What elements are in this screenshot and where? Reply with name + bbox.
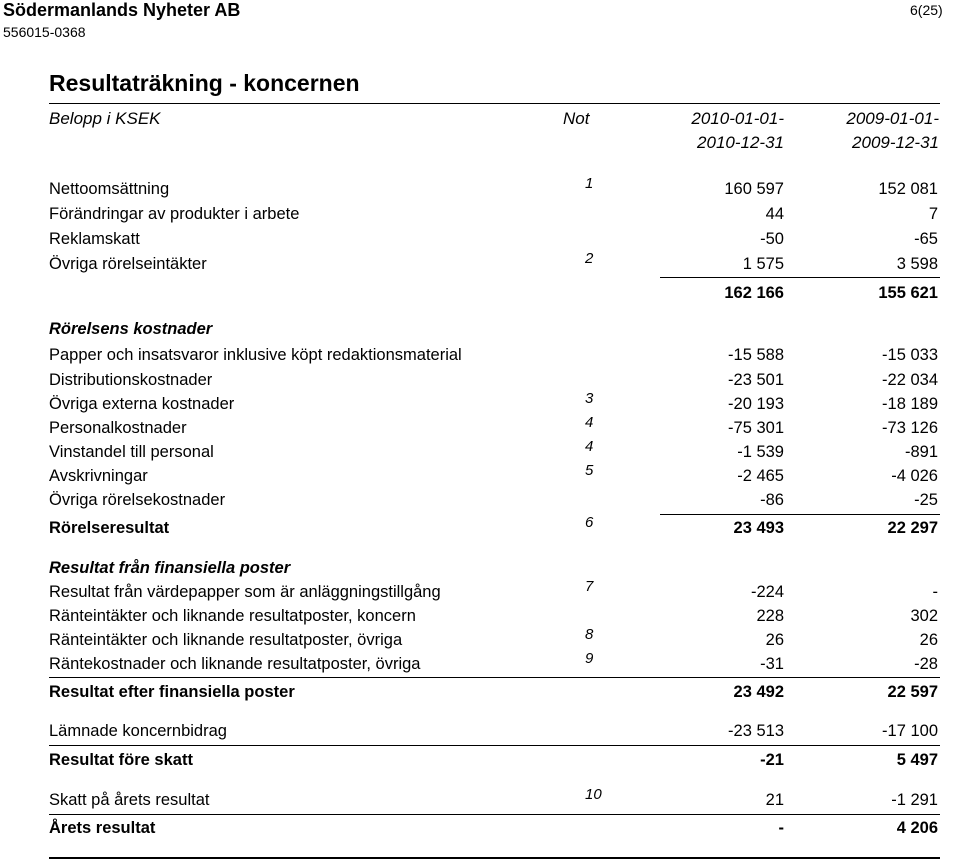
row-value-2009: 5 497: [896, 751, 938, 769]
row-value-2009: -18 189: [882, 395, 938, 413]
row-value-2010: -20 193: [728, 395, 784, 413]
row-note: 2: [585, 250, 594, 267]
row-value-2010: -224: [750, 583, 784, 601]
row-resultat-fore-skatt: [0, 749, 959, 771]
row-note: 10: [585, 786, 602, 803]
section-finansiella-poster: [0, 557, 959, 579]
row-value-2009: 302: [910, 607, 938, 625]
row-label: Papper och insatsvaror inklusive köpt redaktionsmaterial: [49, 346, 462, 364]
row-label: Avskrivningar: [49, 467, 148, 485]
row-label: Reklamskatt: [49, 230, 140, 248]
section-rorelsens-kostnader: [0, 318, 959, 340]
row-note: 3: [585, 390, 594, 407]
period-2010-start: 2010-01-01-: [691, 109, 784, 128]
row-nettoomsattning: [0, 175, 959, 200]
row-value-2010: -15 588: [728, 346, 784, 364]
row-label: Årets resultat: [49, 819, 156, 837]
row-value-2010: 23 492: [733, 683, 784, 701]
row-value-2009: -25: [914, 491, 938, 509]
row-value-2009: 22 597: [887, 683, 938, 701]
row-label: Räntekostnader och liknande resultatposter, övriga: [49, 655, 421, 673]
row-intakter-summa: [0, 282, 959, 304]
row-ovriga-rorelseintakter: [0, 250, 959, 275]
period-2009-end: 2009-12-31: [852, 133, 939, 152]
row-label: Distributionskostnader: [49, 371, 213, 389]
row-label: Resultat efter finansiella poster: [49, 683, 295, 701]
row-value-2009: -22 034: [882, 371, 938, 389]
title-rule: [49, 103, 940, 104]
row-value-2010: 228: [756, 607, 784, 625]
row-label: Övriga externa kostnader: [49, 395, 235, 413]
row-label: Resultat före skatt: [49, 751, 193, 769]
row-value-2010: 44: [765, 205, 784, 223]
column-header-period-2010: [660, 107, 784, 155]
row-distribution: [0, 369, 959, 391]
row-value-2010: -: [778, 819, 784, 837]
row-value-2009: 3 598: [896, 255, 938, 273]
row-value-2009: -17 100: [882, 722, 938, 740]
row-value-2009: 26: [919, 631, 938, 649]
row-forandringar: [0, 203, 959, 225]
row-value-2009: -1 291: [891, 791, 938, 809]
row-vardepapper: [0, 578, 959, 603]
subtotal-rule: [660, 514, 940, 515]
row-value-2010: -86: [760, 491, 784, 509]
row-value-2009: 4 206: [896, 819, 938, 837]
row-label: Nettoomsättning: [49, 180, 170, 198]
final-rule: [49, 857, 940, 859]
row-value-2010: -23 501: [728, 371, 784, 389]
row-label: Övriga rörelseintäkter: [49, 255, 207, 273]
row-rorelseresultat: [0, 514, 959, 539]
row-externa-kostnader: [0, 390, 959, 415]
row-value-2009: 22 297: [887, 519, 938, 537]
row-value-2010: 162 166: [724, 284, 784, 302]
period-2009-start: 2009-01-01-: [846, 109, 939, 128]
row-value-2010: 160 597: [724, 180, 784, 198]
row-value-2009: -65: [914, 230, 938, 248]
row-resultat-efter-finansiella: [0, 681, 959, 703]
row-label: Övriga rörelsekostnader: [49, 491, 226, 509]
row-value-2010: -1 539: [737, 443, 784, 461]
section-heading: Resultat från finansiella poster: [49, 559, 291, 577]
row-value-2009: -4 026: [891, 467, 938, 485]
row-label: Lämnade koncernbidrag: [49, 722, 227, 740]
row-avskrivningar: [0, 462, 959, 487]
row-value-2010: -23 513: [728, 722, 784, 740]
row-value-2010: -31: [760, 655, 784, 673]
row-vinstandel: [0, 438, 959, 463]
row-value-2009: -28: [914, 655, 938, 673]
row-note: 6: [585, 514, 594, 531]
row-label: Ränteintäkter och liknande resultatposter, koncern: [49, 607, 416, 625]
row-note: 8: [585, 626, 594, 643]
row-ranteintakter-ovriga: [0, 626, 959, 651]
row-arets-resultat: [0, 817, 959, 839]
row-note: 4: [585, 438, 594, 455]
subtotal-rule: [49, 677, 940, 678]
row-label: Rörelseresultat: [49, 519, 170, 537]
row-note: 1: [585, 175, 594, 192]
row-value-2010: -50: [760, 230, 784, 248]
row-koncernbidrag: [0, 720, 959, 742]
row-value-2010: -75 301: [728, 419, 784, 437]
row-value-2010: -21: [760, 751, 784, 769]
row-value-2009: -73 126: [882, 419, 938, 437]
row-label: Skatt på årets resultat: [49, 791, 210, 809]
row-ovriga-rorelsekostnader: [0, 489, 959, 511]
page-number: 6(25): [910, 2, 943, 18]
row-papper: [0, 344, 959, 366]
row-value-2010: 26: [765, 631, 784, 649]
subtotal-rule: [660, 277, 940, 278]
row-value-2010: 23 493: [733, 519, 784, 537]
row-value-2009: 152 081: [878, 180, 938, 198]
row-label: Vinstandel till personal: [49, 443, 214, 461]
row-value-2009: -: [932, 583, 938, 601]
row-label: Resultat från värdepapper som är anläggningstillgång: [49, 583, 441, 601]
row-value-2009: -15 033: [882, 346, 938, 364]
row-personalkostnader: [0, 414, 959, 439]
row-rantekostnader: [0, 650, 959, 675]
row-label: Förändringar av produkter i arbete: [49, 205, 300, 223]
row-note: 9: [585, 650, 594, 667]
row-value-2009: 155 621: [878, 284, 938, 302]
row-skatt: [0, 786, 959, 811]
period-2010-end: 2010-12-31: [697, 133, 784, 152]
subtotal-rule: [49, 745, 940, 746]
column-header-label: Belopp i KSEK: [49, 109, 161, 128]
company-name: Södermanlands Nyheter AB: [3, 0, 241, 20]
row-note: 5: [585, 462, 594, 479]
section-heading: Rörelsens kostnader: [49, 320, 213, 338]
page-title: Resultaträkning - koncernen: [49, 70, 360, 96]
row-value-2010: 21: [765, 791, 784, 809]
row-label: Personalkostnader: [49, 419, 187, 437]
row-note: 4: [585, 414, 594, 431]
row-label: Ränteintäkter och liknande resultatposter, övriga: [49, 631, 403, 649]
column-header-note: Not: [563, 109, 590, 128]
org-number: 556015-0368: [3, 24, 86, 40]
row-value-2009: -891: [904, 443, 938, 461]
row-value-2010: 1 575: [742, 255, 784, 273]
row-value-2010: -2 465: [737, 467, 784, 485]
row-reklamskatt: [0, 228, 959, 250]
row-value-2009: 7: [928, 205, 938, 223]
subtotal-rule: [49, 814, 940, 815]
row-note: 7: [585, 578, 594, 595]
column-header-period-2009: [815, 107, 939, 155]
row-ranteintakter-koncern: [0, 605, 959, 627]
